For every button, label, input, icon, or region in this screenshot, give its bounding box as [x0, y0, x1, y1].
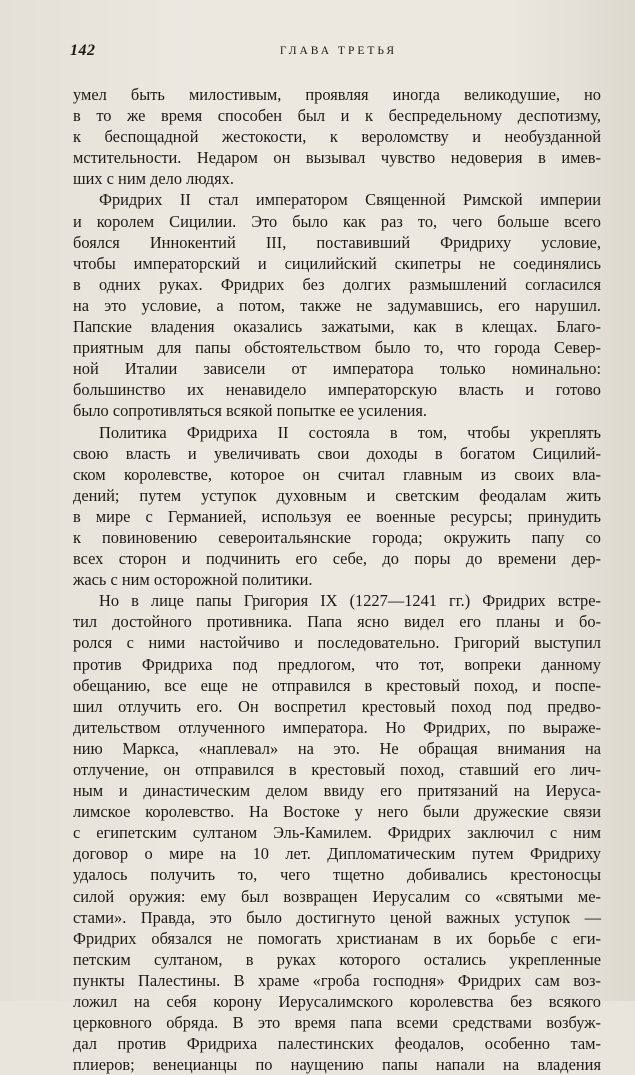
text-line: мстительности. Недаром он вызывал чувство недоверия в имев-: [73, 148, 601, 168]
text-line: удалось получить то, чего тщетно добивались крестоносцы: [73, 865, 601, 885]
text-line: дений; путем уступок духовным и светским феодалам жить: [73, 485, 601, 505]
text-line: ным и династическим делом ввиду его притязаний на Иеруса-: [73, 781, 601, 801]
body-text: [73, 84, 601, 1075]
text-line: Но в лице папы Григория IX (1227—1241 гг.) Фридрих встре-: [99, 591, 601, 611]
text-line: ролся с ними настойчиво и последовательно. Григорий выступил: [73, 633, 601, 653]
text-line: отлучение, он отправился в крестовый поход, ставший его лич-: [73, 760, 601, 779]
text-line: на это условие, а потом, также не задумавшись, его нарушил.: [73, 295, 601, 315]
text-line: против Фридриха под предлогом, что тот, вопреки данному: [73, 654, 601, 674]
text-line: ском королевстве, которое он считал главным из своих вла-: [73, 464, 601, 484]
text-line: обещанию, все еще не отправился в крестовый поход, и поспе-: [73, 675, 601, 695]
text-line: приятным для папы обстоятельством было то, что города Север-: [73, 338, 601, 358]
text-line: боялся Иннокентий III, поставивший Фридриху условие,: [73, 232, 601, 252]
text-line: умел быть милостивым, проявляя иногда великодушие, но: [73, 85, 601, 104]
text-line: стами». Правда, это было достигнуто ценой важных уступок —: [73, 907, 601, 927]
text-line: Фридрих обязался не помогать христианам в их борьбе с еги-: [73, 928, 601, 948]
text-line: ложил на себя корону Иерусалимского королевства без всякого: [73, 992, 601, 1012]
text-line: в то же время способен был и к беспредельному деспотизму,: [73, 106, 601, 126]
paragraph: [73, 422, 601, 591]
text-line: большинство их ненавидело императорскую власть и готово: [73, 380, 601, 400]
paragraph: [73, 590, 601, 1075]
running-head-chapter-title: ГЛАВА ТРЕТЬЯ: [279, 45, 398, 57]
text-line: дительством отлученного императора. Но Фридрих, по выраже-: [73, 717, 601, 737]
text-line: церковного обряда. В это время папа всеми средствами возбуж-: [73, 1013, 601, 1033]
text-line: петским султаном, в руках которого остались укрепленные: [73, 949, 601, 969]
text-line: и королем Сицилии. Это было как раз то, чего больше всего: [73, 211, 601, 231]
text-line: чтобы императорский и сицилийский скипетры не соединялись: [73, 253, 601, 273]
text-line: Папские владения оказались зажатыми, как в клещах. Благо-: [73, 317, 601, 337]
text-line: ших с ним дело людях.: [73, 169, 234, 189]
page-number: 142: [70, 42, 96, 59]
text-line: жась с ним осторожной политики.: [73, 570, 313, 590]
text-line: Фридрих II стал императором Священной Римской империи: [99, 190, 601, 210]
text-line: тил достойного противника. Папа ясно видел его планы и бо-: [73, 612, 601, 632]
text-line: всех сторон и подчинить его себе, до поры до времени дер-: [73, 549, 601, 569]
text-line: дал против Фридриха палестинских феодалов, особенно там-: [73, 1034, 601, 1054]
text-line: свою власть и увеличивать свои доходы в богатом Сицилий-: [73, 443, 601, 463]
text-line: плиеров; венецианцы по наущению папы напали на владения: [73, 1055, 601, 1075]
text-line: в одних руках. Фридрих без долгих размышлений согласился: [73, 274, 601, 294]
text-line: с египетским султаном Эль-Камилем. Фридрих заключил с ним: [73, 823, 601, 843]
text-line: к повиновению североитальянские города; окружить папу со: [73, 527, 601, 547]
text-line: в мире с Германией, используя ее военные ресурсы; принудить: [73, 506, 601, 526]
page-header: [70, 42, 607, 64]
text-line: силой оружия: ему был возвращен Иерусалим со «святыми ме-: [73, 886, 601, 906]
text-line: шил отлучить его. Он воспретил крестовый поход под предво-: [73, 696, 601, 716]
text-line: Политика Фридриха II состояла в том, чтобы укреплять: [99, 422, 601, 442]
paragraph: [73, 84, 601, 189]
text-line: договор о мире на 10 лет. Дипломатическим путем Фридриху: [73, 844, 601, 864]
paragraph: [73, 189, 601, 421]
text-line: пункты Палестины. В храме «гроба господня» Фридрих сам воз-: [73, 970, 601, 990]
text-line: лимское королевство. На Востоке у него были дружеские связи: [73, 802, 601, 822]
text-line: ной Италии зависели от императора только номинально:: [73, 359, 601, 379]
text-line: к беспощадной жестокости, к вероломству и необузданной: [73, 127, 601, 147]
text-line: было сопротивляться всякой попытке ее усиления.: [73, 401, 427, 421]
text-line: нию Маркса, «наплевал» на это. Не обращая внимания на: [73, 738, 601, 758]
